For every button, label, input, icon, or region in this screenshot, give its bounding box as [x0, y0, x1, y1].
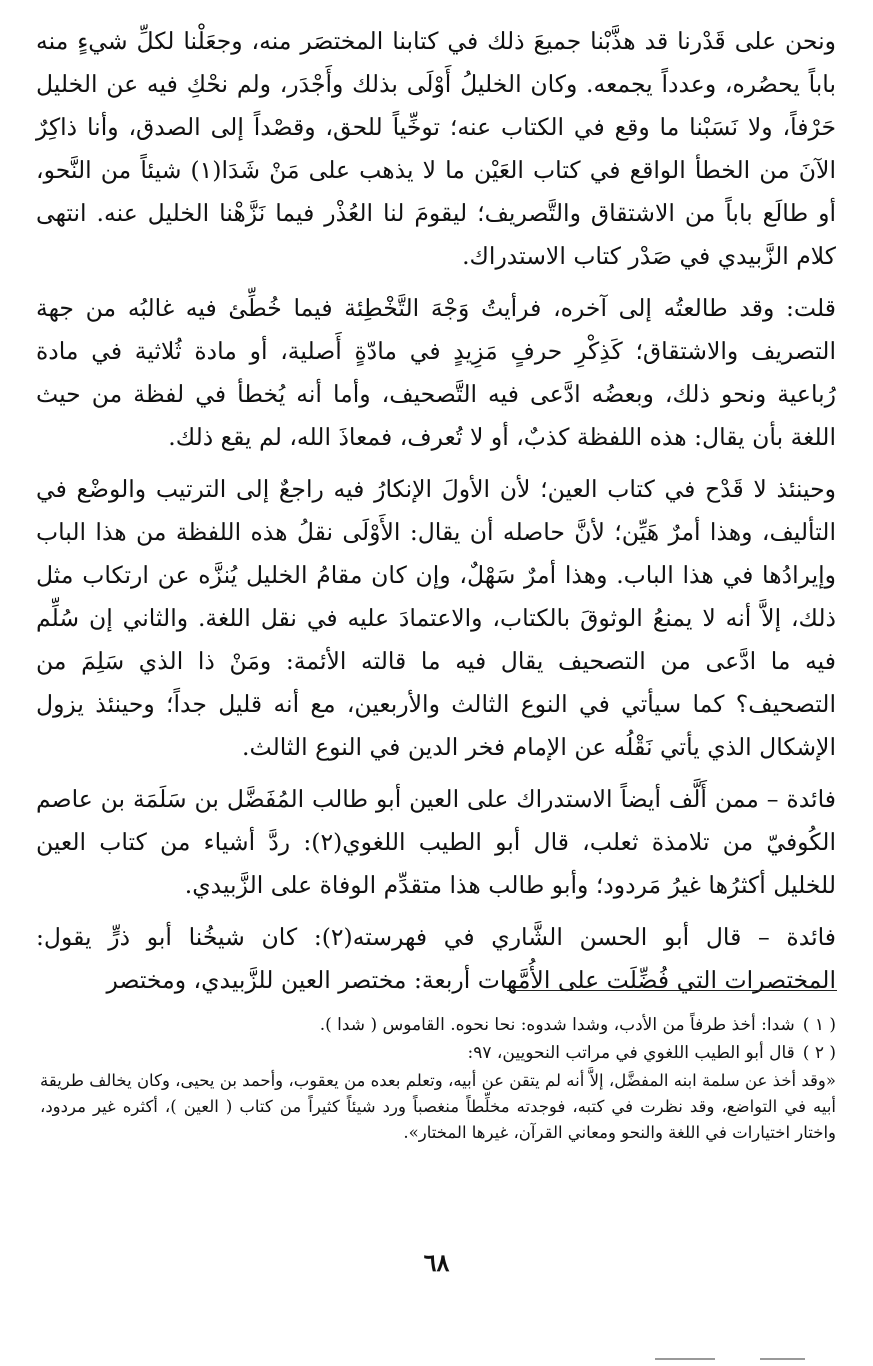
paragraph-4: فائدة – ممن أَلَّف أيضاً الاستدراك على العين أبو طالب المُفَضَّل بن سَلَمَة بن عاصم الكُوفيّ من تلامذة ثعلب، قال أبو الطيب اللغوي(٢): ردَّ أشياء من كتاب العين للخليل أكثرُها غيرُ مَردود؛ وأبو طالب هذا متقدِّم الوفاة على الزَّبيدي.: [36, 785, 836, 899]
main-text: [36, 20, 836, 1002]
footnote-1-text: شدا: أخذ طرفاً من الأدب، وشدا شدوه: نحا نحوه. القاموس ( شدا ).: [319, 1015, 795, 1035]
footnote-2-quote: «وقد أخذ عن سلمة ابنه المفضَّل، إلاَّ أنه لم يتقن عن أبيه، وتعلم بعده من يعقوب، وأحمد بن يحيى، وكان يخالف طريقة أبيه في التواضع، وقد نظرت في كتبه، فوجدته مخلِّطاً منغصباً ورد شيئاً كثيراً من كتاب ( العين )، أكثره غير مردود، واختار اختيارات في اللغة والنحو ومعاني القرآن، غيرها المختار».: [40, 1071, 836, 1142]
scan-artifact: [655, 1358, 715, 1360]
page-number: ٦٨: [423, 1248, 450, 1277]
footnote-2-number: ( ٢ ): [802, 1043, 836, 1063]
paragraph-5: فائدة – قال أبو الحسن الشَّاري في فهرسته(٢): كان شيخُنا أبو ذرٍّ يقول: المختصرات التي فُضِّلَت على الأُمَّهات أربعة: مختصر العين للزَّبيدي، ومختصر: [36, 923, 837, 994]
paragraph-1: ونحن على قَدْرنا قد هذَّبْنا جميعَ ذلك في كتابنا المختصَر منه، وجعَلْنا لكلِّ شيءٍ منه باباً يحصُره، وعدداً يجمعه. وكان الخليلُ أَوْلَى بذلك وأَجْدَر، ولم نحْكِ فيه عن الخليل حَرْفاً، ولا نَسَبْنا ما وقع في الكتاب عنه؛ توخِّياً للحق، وقصْداً إلى الصدق، وأنا ذاكِرٌ الآنَ من الخطأ الواقع في كتاب العَيْن ما لا يذهب على مَنْ شَدَا(١) شيئاً من النَّحو، أو طالَع باباً من الاشتقاق والتَّصريف؛ ليقومَ لنا العُذْر فيما نَزَّهْنا الخليل عنه. انتهى كلام الزَّبيدي في صَدْر كتاب الاستدراك.: [36, 27, 836, 270]
footnote-1: [40, 1012, 836, 1038]
scan-artifact: [760, 1358, 805, 1360]
paragraph-3: وحينئذ لا قَدْح في كتاب العين؛ لأن الأولَ الإنكارُ فيه راجعٌ إلى الترتيب والوضْع في التأليف، وهذا أمرٌ هَيِّن؛ لأنَّ حاصله أن يقال: الأَوْلَى نقلُ هذه اللفظة من هذا الباب وإيرادُها في هذا الباب. وهذا أمرٌ سَهْلٌ، وإن كان مقامُ الخليل يُنزَّه عن ارتكاب مثل ذلك، إلاَّ أنه لا يمنعُ الوثوقَ بالكتاب، والاعتمادَ عليه في نقل اللغة. والثاني إن سُلِّم فيه ما ادَّعى من التصحيف يقال فيه ما قالته الأئمة: ومَنْ ذا الذي سَلِمَ من التصحيف؟ كما سيأتي في النوع الثالث والأربعين، مع أنه قليل جداً؛ وحينئذ يزول الإشكال الذي يأتي نَقْلُه عن الإمام فخر الدين في النوع الثالث.: [36, 475, 836, 761]
footnote-2-text: قال أبو الطيب اللغوي في مراتب النحويين، ٩٧:: [467, 1043, 795, 1063]
footnote-1-number: ( ١ ): [802, 1015, 836, 1035]
footnotes: [40, 1012, 836, 1146]
footnote-2: [40, 1040, 836, 1066]
paragraph-2: قلت: وقد طالعتُه إلى آخره، فرأيتُ وَجْهَ التَّخْطِئة فيما خُطِّئ فيه غالبُه من جهة التصريف والاشتقاق؛ كَذِكْرِ حرفٍ مَزِيدٍ في مادّةٍ أَصلية، أو مادة ثُلاثية في مادة رُباعية ونحو ذلك، وبعضُه ادَّعى فيه التَّصحيف، وأما أنه يُخطأ في لفظة من حيث اللغة بأن يقال: هذه اللفظة كذبٌ، أو لا تُعرف، فمعاذَ الله، لم يقع ذلك.: [36, 294, 836, 451]
footnote-separator: [507, 990, 837, 991]
